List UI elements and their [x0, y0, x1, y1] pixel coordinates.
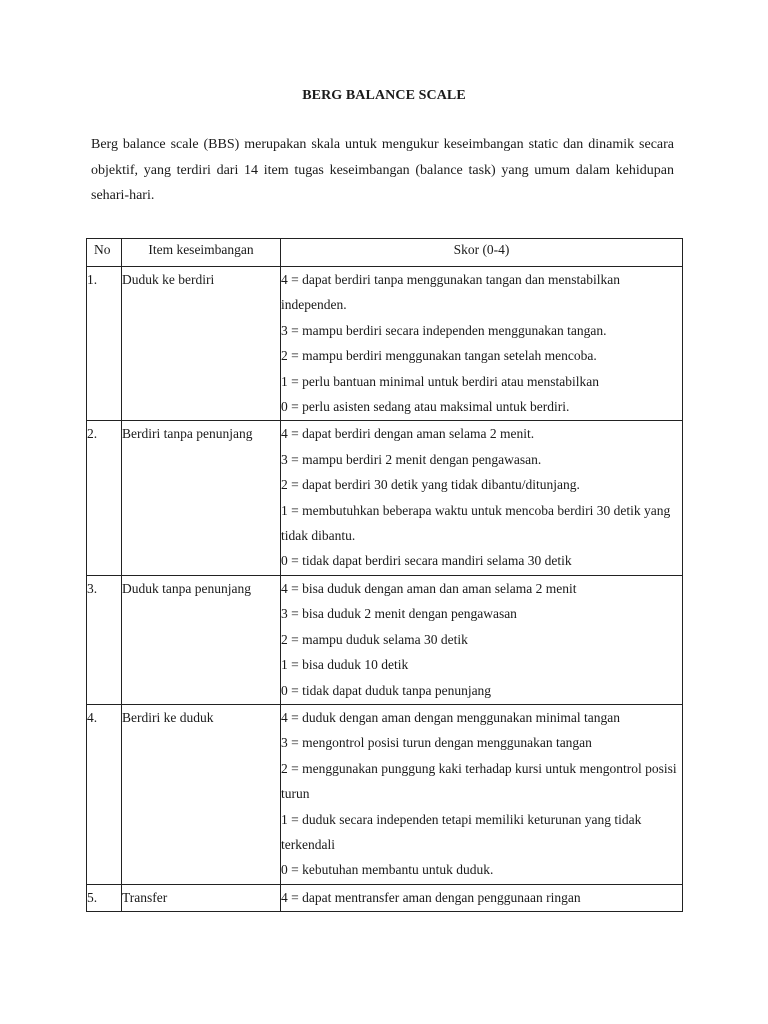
page-title: BERG BALANCE SCALE	[302, 88, 466, 103]
row-number	[87, 421, 122, 575]
row-item-text: Duduk tanpa penunjang	[122, 580, 251, 596]
score-line: 3 = mampu berdiri 2 menit dengan pengawasan.	[281, 451, 542, 467]
score-line: 4 = dapat berdiri dengan aman selama 2 menit.	[281, 426, 535, 442]
row-item	[122, 704, 281, 884]
row-number-text: 3.	[87, 580, 98, 596]
row-item-text: Berdiri tanpa penunjang	[122, 426, 253, 442]
score-line: 0 = tidak dapat duduk tanpa penunjang	[281, 682, 492, 698]
score-line: 1 = perlu bantuan minimal untuk berdiri atau menstabilkan	[281, 373, 600, 389]
row-scores	[281, 884, 683, 911]
score-line: 2 = menggunakan punggung kaki terhadap kursi untuk mengontrol posisi turun	[281, 760, 677, 802]
row-number-text: 1.	[87, 272, 98, 287]
table-row	[87, 575, 683, 704]
row-item-text: Duduk ke berdiri	[122, 272, 215, 287]
row-number	[87, 575, 122, 704]
header-item: Item keseimbangan	[122, 239, 281, 267]
table-row	[87, 421, 683, 575]
header-no: No	[87, 239, 122, 267]
score-line: 1 = duduk secara independen tetapi memiliki keturunan yang tidak terkendali	[281, 811, 642, 852]
row-item-text: Transfer	[122, 889, 168, 905]
score-line: 4 = duduk dengan aman dengan menggunakan minimal tangan	[281, 709, 621, 725]
score-line: 2 = mampu berdiri menggunakan tangan setelah mencoba.	[281, 348, 597, 364]
row-item-text: Berdiri ke duduk	[122, 709, 214, 725]
score-line: 4 = bisa duduk dengan aman dan aman selama 2 menit	[281, 580, 577, 596]
row-number-text: 4.	[87, 709, 98, 725]
score-line: 0 = perlu asisten sedang atau maksimal untuk berdiri.	[281, 399, 570, 415]
row-scores	[281, 267, 683, 421]
row-item	[122, 421, 281, 575]
row-number-text: 2.	[87, 426, 98, 442]
row-number	[87, 884, 122, 911]
row-number	[87, 704, 122, 884]
row-number	[87, 267, 122, 421]
row-item	[122, 575, 281, 704]
intro-paragraph: Berg balance scale (BBS) merupakan skala untuk mengukur keseimbangan static dan dinamik secara objektif, yang terdiri dari 14 item tugas keseimbangan (balance task) yang umum dalam kehidupan sehari-hari.	[91, 137, 674, 203]
table-row	[87, 704, 683, 884]
table-row	[87, 884, 683, 911]
score-line: 0 = tidak dapat berdiri secara mandiri selama 30 detik	[281, 553, 572, 569]
row-item	[122, 267, 281, 421]
score-line: 3 = mampu berdiri secara independen menggunakan tangan.	[281, 322, 607, 338]
score-line: 2 = dapat berdiri 30 detik yang tidak dibantu/ditunjang.	[281, 477, 580, 493]
score-line: 1 = bisa duduk 10 detik	[281, 657, 409, 673]
score-line: 3 = mengontrol posisi turun dengan menggunakan tangan	[281, 735, 592, 751]
header-score: Skor (0-4)	[281, 239, 683, 267]
berg-balance-table	[86, 238, 683, 912]
row-scores	[281, 421, 683, 575]
score-line: 4 = dapat mentransfer aman dengan penggunaan ringan	[281, 889, 581, 905]
table-row	[87, 267, 683, 421]
score-line: 4 = dapat berdiri tanpa menggunakan tangan dan menstabilkan independen.	[281, 272, 621, 313]
row-scores	[281, 704, 683, 884]
table-header-row	[87, 239, 683, 267]
score-line: 3 = bisa duduk 2 menit dengan pengawasan	[281, 606, 517, 622]
row-scores	[281, 575, 683, 704]
score-line: 0 = kebutuhan membantu untuk duduk.	[281, 862, 494, 878]
row-item	[122, 884, 281, 911]
score-line: 2 = mampu duduk selama 30 detik	[281, 631, 468, 647]
score-line: 1 = membutuhkan beberapa waktu untuk mencoba berdiri 30 detik yang tidak dibantu.	[281, 502, 671, 544]
row-number-text: 5.	[87, 889, 98, 905]
table-body	[87, 267, 683, 912]
